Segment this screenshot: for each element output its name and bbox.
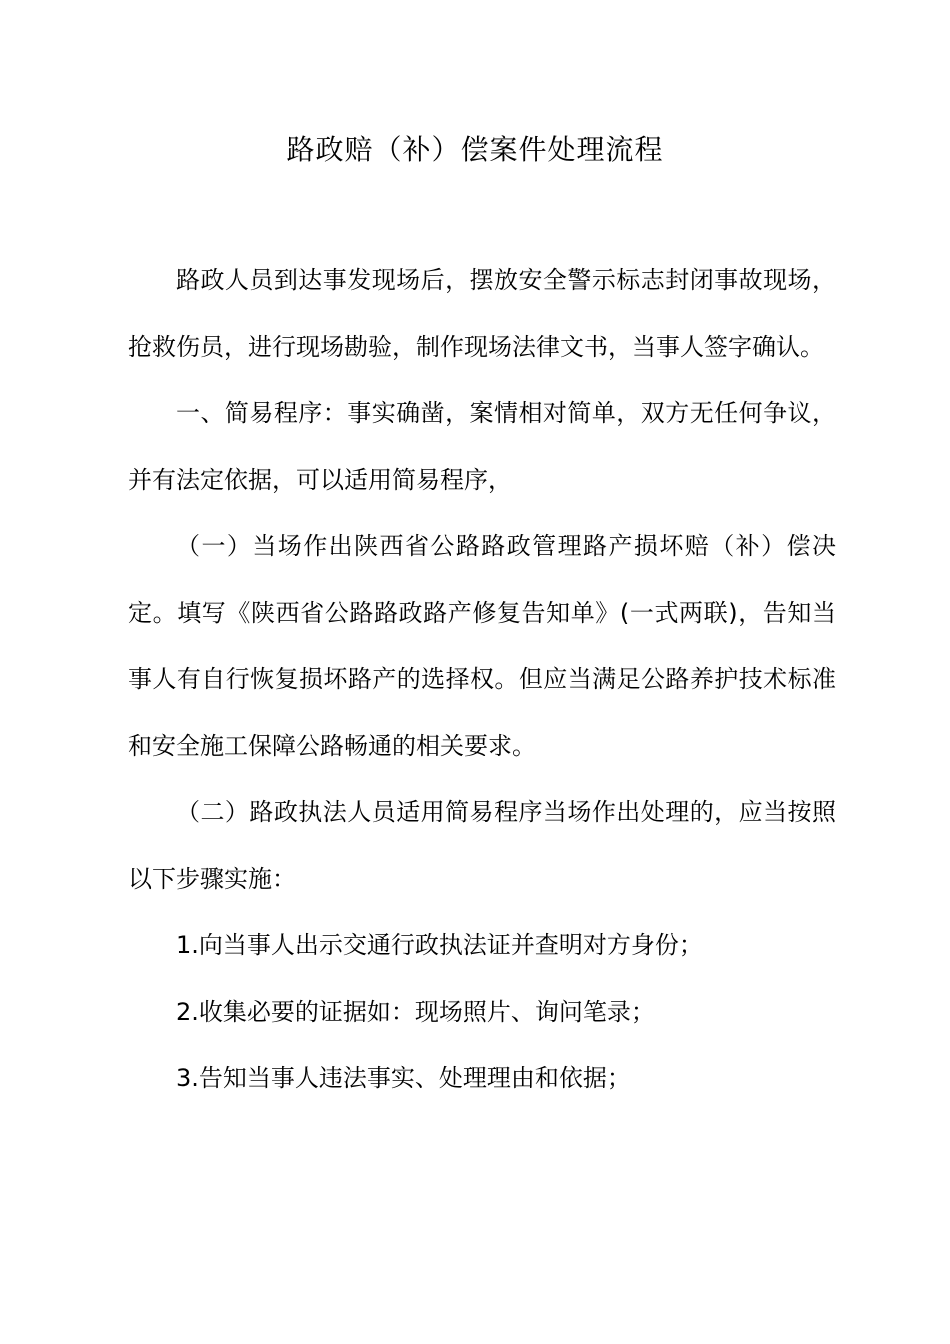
document-title: 路政赔（补）偿案件处理流程 <box>286 133 664 166</box>
paragraph-simple-procedure: 一、简易程序：事实确凿，案情相对简单，双方无任何争议，并有法定依据，可以适用简易程序， <box>128 399 836 494</box>
paragraph-compensation-decision: （一）当场作出陕西省公路路政管理路产损坏赔（补）偿决定。填写《陕西省公路路政路产修复告知单》(一式两联)，告知当事人有自行恢复损坏路产的选择权。但应当满足公路养护技术标准和安全施工保障公路畅通的相关要求。 <box>128 532 836 760</box>
paragraph-steps-intro: （二）路政执法人员适用简易程序当场作出处理的，应当按照以下步骤实施： <box>128 798 836 893</box>
document-body <box>128 247 836 1112</box>
list-item-step-1: 1.向当事人出示交通行政执法证并查明对方身份； <box>176 931 703 959</box>
list-item-step-2: 2.收集必要的证据如：现场照片、询问笔录； <box>176 997 655 1026</box>
paragraph-site-procedure: 路政人员到达事发现场后，摆放安全警示标志封闭事故现场，抢救伤员，进行现场勘验，制作现场法律文书，当事人签字确认。 <box>128 266 836 361</box>
list-item-step-3: 3.告知当事人违法事实、处理理由和依据； <box>176 1064 631 1092</box>
